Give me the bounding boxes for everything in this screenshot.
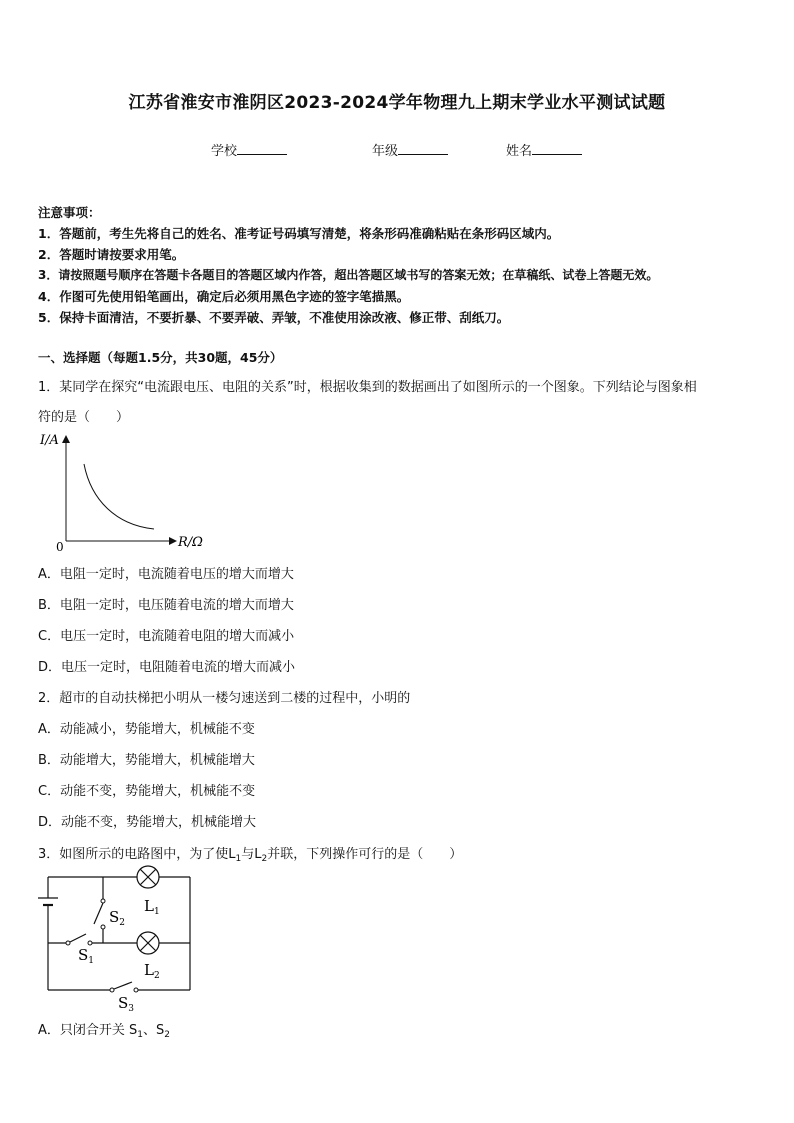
q3-sub2: 2 <box>261 854 268 864</box>
lamp-l2 <box>137 932 159 954</box>
label-l2: $L_2$ <box>144 961 160 981</box>
q3-option-a-sub2: 2 <box>164 1030 171 1040</box>
grade-blank <box>398 142 448 155</box>
q1-option-c: C．电压一定时，电流随着电阻的增大而减小 <box>38 629 295 644</box>
name-field <box>506 140 582 159</box>
q1-curve <box>84 464 154 529</box>
q1-text-line2: 符的是（ ） <box>38 410 130 425</box>
lamp-l1 <box>137 866 159 888</box>
q1-graph <box>36 430 216 556</box>
school-field <box>211 140 287 159</box>
notes-title: 注意事项： <box>38 205 101 220</box>
switch-s1 <box>66 934 92 945</box>
name-blank <box>532 142 582 155</box>
q3-option-a <box>38 1019 170 1040</box>
q1-origin: 0 <box>56 540 64 554</box>
q3-text-prefix: 3．如图所示的电路图中，为了使L <box>38 847 236 862</box>
name-label: 姓名 <box>506 144 533 159</box>
q1-y-label: I/A <box>40 433 59 448</box>
q2-option-b: B．动能增大，势能增大，机械能增大 <box>38 753 255 768</box>
school-label: 学校 <box>211 144 238 159</box>
note-item: 3．请按照题号顺序在答题卡各题目的答题区域内作答，超出答题区域书写的答案无效；在草稿纸、试卷上答题无效。 <box>38 268 659 282</box>
q3-text-mid: 与L <box>241 847 262 862</box>
switch-s2 <box>94 899 105 929</box>
q2-option-a: A．动能减小，势能增大，机械能不变 <box>38 722 255 737</box>
q3-sub1: 1 <box>235 854 242 864</box>
school-blank <box>237 142 287 155</box>
q3-option-a-sub1: 1 <box>137 1030 144 1040</box>
switch-s3 <box>110 982 138 992</box>
q3-text-suffix: 并联，下列操作可行的是（ ） <box>267 847 463 862</box>
q3-circuit-diagram <box>36 864 206 1014</box>
q1-option-b: B．电阻一定时，电压随着电流的增大而增大 <box>38 598 294 613</box>
q1-x-label: R/Ω <box>178 535 203 550</box>
q1-option-a: A．电阻一定时，电流随着电压的增大而增大 <box>38 567 294 582</box>
q1-option-d: D．电压一定时，电阻随着电流的增大而减小 <box>38 660 296 675</box>
note-item: 4．作图可先使用铅笔画出，确定后必须用黑色字迹的签字笔描黑。 <box>38 289 410 304</box>
section-title: 一、选择题（每题1.5分，共30题，45分） <box>38 350 283 365</box>
note-item: 2．答题时请按要求用笔。 <box>38 247 185 262</box>
note-item: 1．答题前，考生先将自己的姓名、准考证号码填写清楚，将条形码准确粘贴在条形码区域内。 <box>38 226 560 241</box>
q2-option-c: C．动能不变，势能增大，机械能不变 <box>38 784 256 799</box>
q3-option-a-prefix: A．只闭合开关 S <box>38 1023 138 1038</box>
note-item: 5．保持卡面清洁，不要折暴、不要弄破、弄皱，不准使用涂改液、修正带、刮纸刀。 <box>38 310 510 325</box>
label-s2: $S_2$ <box>109 908 126 928</box>
exam-title: 江苏省淮安市淮阴区2023-2024学年物理九上期末学业水平测试试题 <box>128 93 666 113</box>
q2-text: 2．超市的自动扶梯把小明从一楼匀速送到二楼的过程中，小明的 <box>38 691 411 706</box>
label-l1: $L_1$ <box>144 897 160 917</box>
label-s3: $S_3$ <box>118 994 135 1014</box>
label-s1: $S_1$ <box>78 946 95 966</box>
grade-field <box>372 140 448 159</box>
q3-text <box>38 843 462 864</box>
q1-text-line1: 1．某同学在探究“电流跟电压、电阻的关系”时，根据收集到的数据画出了如图所示的一个图象。下列结论与图象相 <box>38 380 697 395</box>
grade-label: 年级 <box>372 144 399 159</box>
q2-option-d: D．动能不变，势能增大，机械能增大 <box>38 815 257 830</box>
q3-option-a-mid: 、S <box>143 1023 165 1038</box>
